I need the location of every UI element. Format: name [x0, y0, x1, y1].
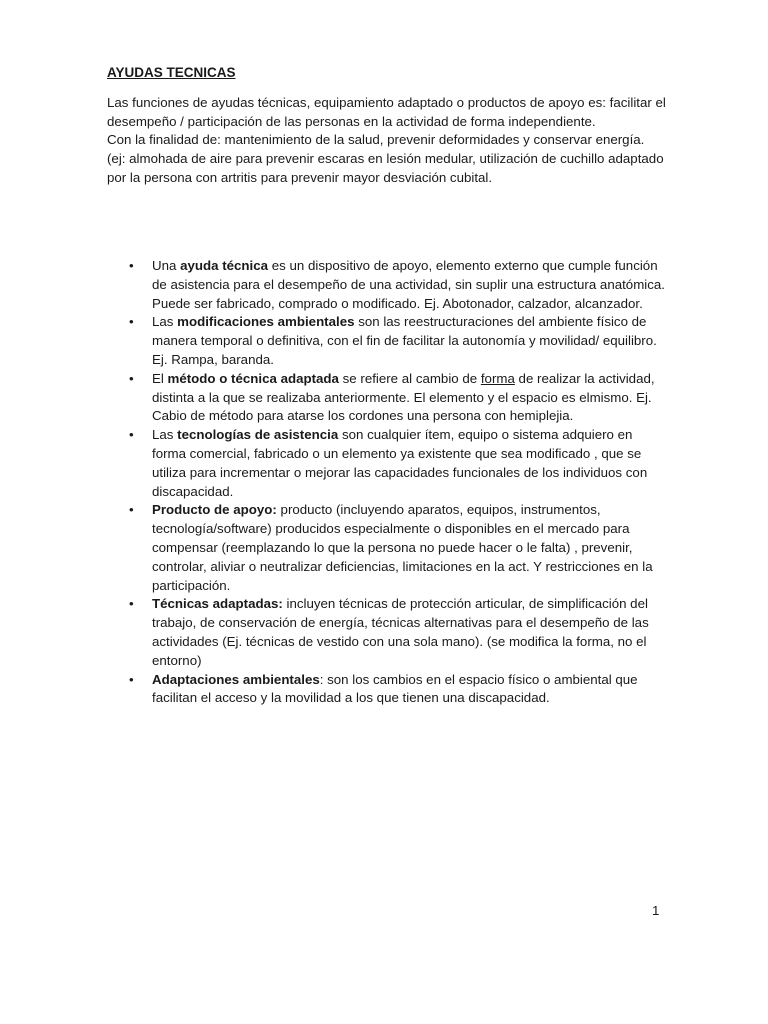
item-definition: de realizar la actividad, distinta a la que se realizaba anteriormente. El elemento y el espacio es elmismo. Ej. Cabio de método para atarse los cordones una persona con hemiplejia.: [152, 370, 655, 424]
item-lead-text: Una: [152, 258, 181, 273]
item-term: modificaciones ambientales: [177, 314, 355, 330]
list-item-tecnologias-asistencia: [107, 426, 667, 501]
item-underlined-word: forma: [480, 370, 515, 386]
list-item-modificaciones-ambientales: [107, 313, 667, 369]
list-item-ayuda-tecnica: [107, 257, 667, 313]
item-term: Producto de apoyo:: [152, 502, 277, 518]
item-lead-text: El: [152, 370, 168, 386]
list-item-producto-de-apoyo: [107, 501, 667, 595]
item-definition: son cualquier ítem, equipo o sistema adquiero en forma comercial, fabricado o un elemento ya existente que sea modificado , que se utiliza para incrementar o mejorar las capacidades funcionales de los individuos con discapacidad.: [152, 427, 648, 499]
list-item-metodo-tecnica-adaptada: [107, 370, 667, 426]
bullet-icon: •: [129, 370, 134, 386]
bullet-icon: •: [129, 671, 134, 687]
item-term: tecnologías de asistencia: [177, 427, 339, 443]
item-term: ayuda técnica: [180, 258, 269, 273]
document-title: AYUDAS TECNICAS: [107, 65, 236, 80]
page-number: 1: [652, 903, 660, 918]
item-definition: son las reestructuraciones del ambiente físico de manera temporal o definitiva, con el fin de facilitar la autonomía y movilidad/ equilibro. Ej. Rampa, baranda.: [152, 314, 657, 367]
item-definition-start: se refiere al cambio de: [338, 370, 481, 386]
item-definition: incluyen técnicas de protección articular, de simplificación del trabajo, de conservación de energía, técnicas alternativas para el desempeño de las actividades (Ej. técnicas de vestido con una sola mano). (se modifica la forma, no el entorno): [152, 596, 649, 668]
item-lead-text: Las: [152, 427, 178, 443]
list-item-adaptaciones-ambientales: [107, 671, 667, 709]
intro-paragraph-purpose: Las funciones de ayudas técnicas, equipamiento adaptado o productos de apoyo es: facilitar el desempeño / participación de las personas en la actividad de forma independiente.: [107, 95, 666, 129]
bullet-icon: •: [129, 427, 134, 443]
bullet-icon: •: [129, 258, 134, 273]
definitions-list: [107, 257, 667, 708]
intro-paragraph-goal: Con la finalidad de: mantenimiento de la salud, prevenir deformidades y conservar energía.: [107, 132, 645, 148]
item-term: Técnicas adaptadas:: [152, 596, 283, 612]
item-term: método o técnica adaptada: [167, 370, 339, 386]
intro-paragraph-example: (ej: almohada de aire para prevenir escaras en lesión medular, utilización de cuchillo adaptado por la persona con artritis para prevenir mayor desviación cubital.: [107, 151, 664, 185]
item-definition: : son los cambios en el espacio físico o ambiental que facilitan el acceso y la movilidad a los que tienen una discapacidad.: [152, 671, 638, 706]
bullet-icon: •: [129, 314, 134, 330]
item-term: Adaptaciones ambientales: [152, 671, 320, 687]
item-definition: producto (incluyendo aparatos, equipos, instrumentos, tecnología/software) producidos especialmente o disponibles en el mercado para compensar (reemplazando lo que la persona no puede hacer o le falta) , prevenir, controlar, aliviar o neutralizar deficiencias, limitaciones en la act. Y restricciones en la participación.: [152, 502, 653, 593]
bullet-icon: •: [129, 596, 134, 612]
bullet-icon: •: [129, 502, 134, 518]
item-definition: es un dispositivo de apoyo, elemento externo que cumple función de asistencia para el desempeño de una actividad, sin suplir una estructura anatómica. Puede ser fabricado, comprado o modificado. Ej. Abotonador, calzador, alcanzador.: [152, 258, 665, 311]
intro-section: [107, 94, 667, 188]
item-lead-text: Las: [152, 314, 178, 330]
list-item-tecnicas-adaptadas: [107, 595, 667, 670]
